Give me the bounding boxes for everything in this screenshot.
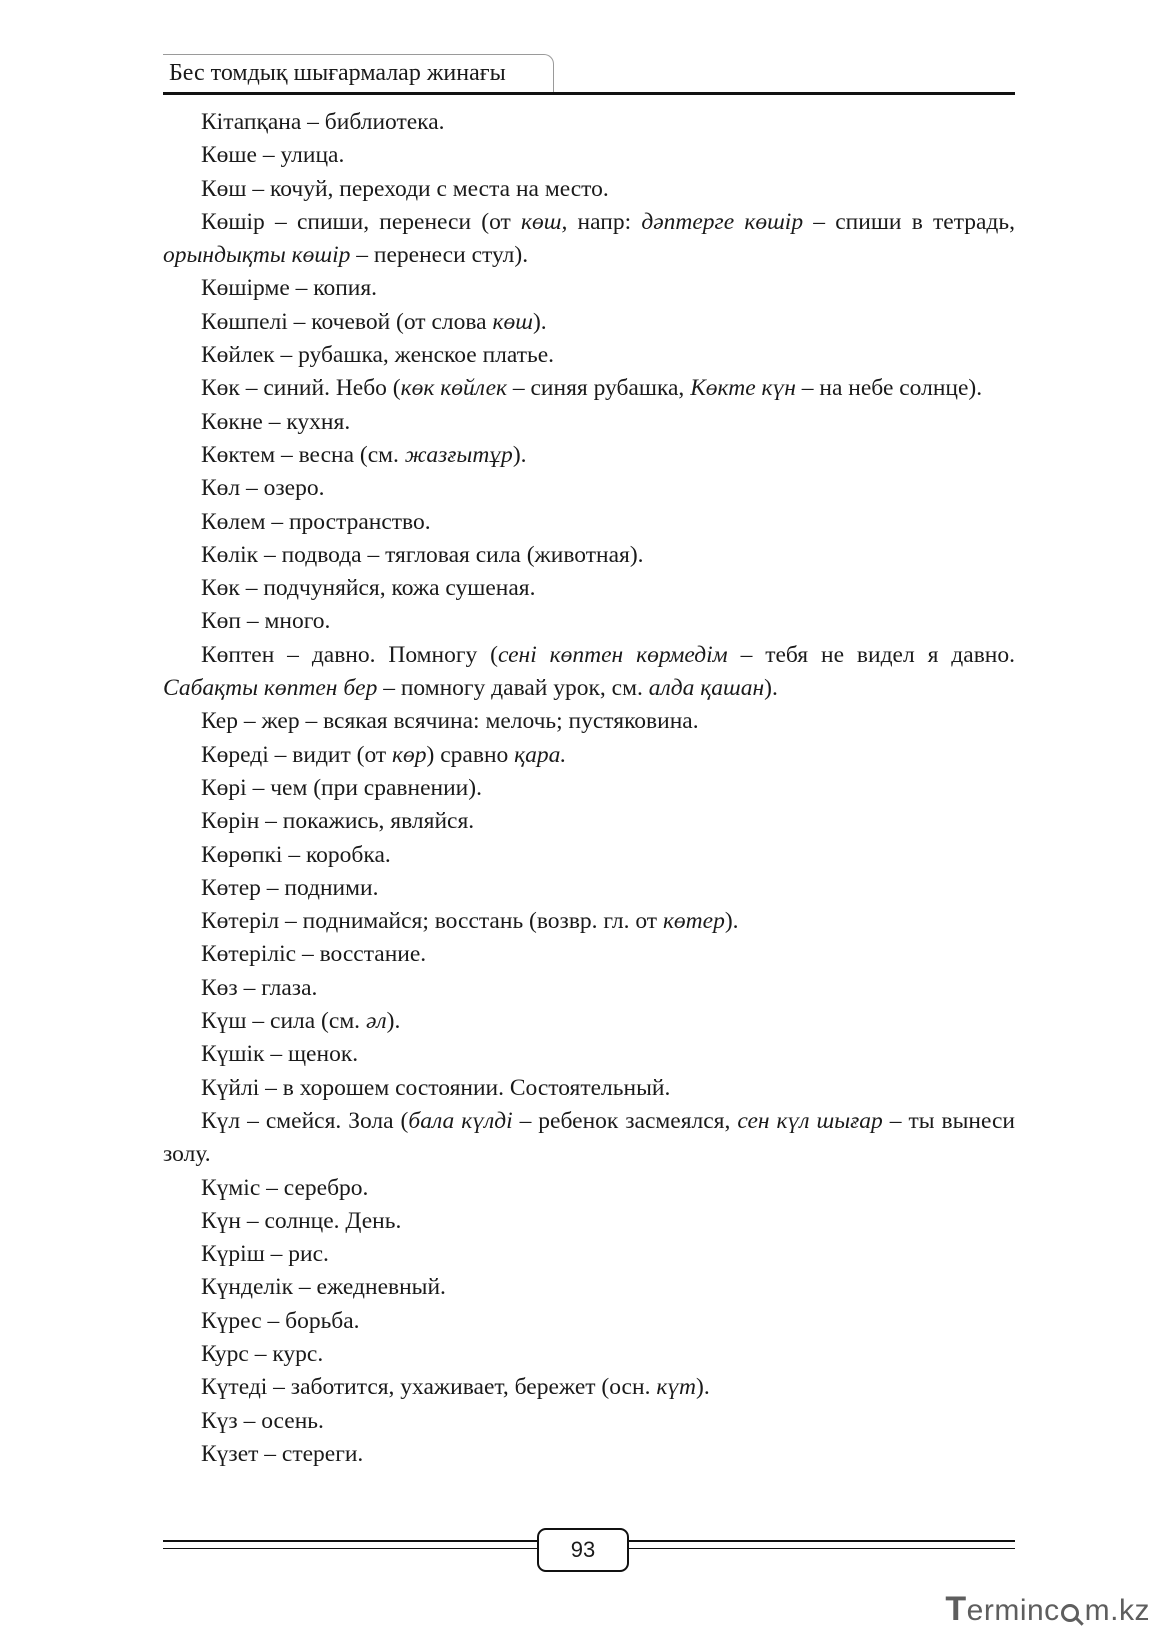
entry-text: Көктем – весна (см. [201, 441, 405, 468]
entry-text: Көтеріліс – восстание. [201, 941, 427, 968]
entry-text: ). [512, 441, 527, 468]
glossary-entry [163, 1305, 1015, 1338]
glossary-entry [163, 639, 1015, 706]
entry-text: напр: [567, 208, 642, 235]
header-rule [163, 92, 1015, 95]
footer-rule-right-thin [629, 1548, 1015, 1549]
kazakh-example: сен күл шығар [737, 1107, 883, 1134]
glossary-list [163, 106, 1015, 1471]
kazakh-example: әл [365, 1008, 387, 1035]
glossary-entry [163, 905, 1015, 938]
entry-text: Курс – курс. [201, 1340, 324, 1367]
glossary-entry [163, 439, 1015, 472]
glossary-entry [163, 206, 1015, 273]
entry-text: Көрөпкі – коробка. [201, 841, 391, 868]
entry-text: – тебя не видел я давно. [727, 641, 1015, 668]
glossary-entry [163, 406, 1015, 439]
entry-text: Көше – улица. [201, 142, 345, 169]
entry-text: ). [696, 1374, 710, 1401]
entry-text: Күйлі – в хорошем состоянии. Состоятельный. [201, 1074, 671, 1101]
glossary-entry [163, 605, 1015, 638]
entry-text: – спиши в тетрадь, [803, 208, 1015, 235]
glossary-entry [163, 106, 1015, 139]
entry-text: Күл – смейся. Зола ( [201, 1107, 409, 1134]
entry-text: Күз – осень. [201, 1407, 324, 1434]
glossary-entry [163, 1438, 1015, 1471]
entry-text: Көшір – спиши, перенеси (от [201, 208, 521, 235]
entry-text: Көк – подчуняйся, кожа сушеная. [201, 575, 536, 602]
page-number: 93 [537, 1528, 629, 1572]
glossary-entry [163, 938, 1015, 971]
glossary-entry [163, 972, 1015, 1005]
entry-text: – на небе солнце). [795, 375, 983, 402]
entry-text: – ребенок засмеялся, [512, 1107, 738, 1134]
entry-text: Көкне – кухня. [201, 408, 351, 435]
glossary-entry [163, 1371, 1015, 1404]
glossary-entry [163, 572, 1015, 605]
glossary-entry [163, 372, 1015, 405]
entry-text: Көш – кочуй, переходи с места на место. [201, 175, 609, 202]
glossary-entry [163, 1271, 1015, 1304]
glossary-entry [163, 1038, 1015, 1071]
glossary-entry [163, 272, 1015, 305]
entry-text: Күміс – серебро. [201, 1174, 369, 1201]
book-title: Бес томдық шығармалар жинағы [169, 60, 506, 86]
entry-text: Күнделік – ежедневный. [201, 1274, 446, 1301]
kazakh-example: көш [492, 308, 533, 335]
site-watermark [945, 1590, 1150, 1629]
glossary-entry [163, 839, 1015, 872]
watermark-end: m.kz [1084, 1594, 1150, 1627]
entry-text: – помногу давай урок, см. [377, 675, 649, 702]
kazakh-example: дәптерге көшір [641, 208, 804, 235]
watermark-mid: erminc [966, 1594, 1060, 1627]
glossary-entry [163, 306, 1015, 339]
entry-text: Күш – сила (см. [201, 1008, 366, 1035]
glossary-entry [163, 772, 1015, 805]
kazakh-example: қара. [514, 741, 567, 768]
glossary-entry [163, 705, 1015, 738]
kazakh-example: орындықты көшір [163, 242, 351, 269]
entry-text: – ты вынеси золу. [163, 1107, 1015, 1168]
kazakh-example: Сабақты көптен бер [163, 675, 378, 702]
entry-text: Күтеді – заботится, ухаживает, бережет (осн. [201, 1374, 657, 1401]
glossary-entry [163, 1005, 1015, 1038]
entry-text: – синяя рубашка, [507, 375, 691, 402]
entry-text: Күшік – щенок. [201, 1041, 359, 1068]
watermark-initial: T [945, 1590, 967, 1628]
entry-text: Кер – жер – всякая всячина: мелочь; пустяковина. [201, 708, 699, 735]
entry-text: Көшірме – копия. [201, 275, 378, 302]
footer-rule-left [163, 1540, 537, 1542]
entry-text: Көрін – покажись, являйся. [201, 808, 475, 835]
entry-text: ). [724, 908, 739, 935]
entry-text: Күн – солнце. День. [201, 1207, 402, 1234]
glossary-entry [163, 1105, 1015, 1172]
entry-text: Көреді – видит (от [201, 741, 393, 768]
magnifier-icon [1061, 1604, 1079, 1622]
entry-text: Кітапқана – библиотека. [201, 109, 445, 135]
entry-text: Көп – много. [201, 608, 331, 635]
entry-text: Күзет – стереги. [201, 1440, 364, 1467]
kazakh-example: Көкте күн [690, 375, 796, 402]
entry-text: ). [386, 1008, 401, 1035]
kazakh-example: көк көйлек [400, 375, 507, 402]
entry-text: Күрес – борьба. [201, 1307, 360, 1334]
glossary-entry [163, 472, 1015, 505]
footer-rule-left-thin [163, 1548, 537, 1549]
entry-text: Көтеріл – поднимайся; восстань (возвр. гл. от [201, 908, 663, 935]
entry-text: Көрі – чем (при сравнении). [201, 774, 482, 801]
entry-text: ). [764, 675, 778, 702]
entry-text: Көл – озеро. [201, 475, 325, 502]
glossary-entry [163, 506, 1015, 539]
glossary-entry [163, 339, 1015, 372]
glossary-entry [163, 1205, 1015, 1238]
page-footer [163, 1528, 1015, 1578]
entry-text: Көлік – подвода – тягловая сила (животная). [201, 541, 644, 568]
entry-text: ). [532, 308, 547, 335]
kazakh-example: көр [392, 741, 427, 768]
entry-text: ) сравно [426, 741, 515, 768]
entry-text: Көк – синий. Небо ( [201, 375, 401, 402]
entry-text: Көтер – подними. [201, 874, 379, 901]
entry-text: Күріш – рис. [201, 1241, 329, 1268]
kazakh-example: алда қашан [648, 675, 765, 702]
entry-text: – перенеси стул). [350, 242, 529, 269]
kazakh-example: сені көптен көрмедім [498, 641, 728, 668]
kazakh-example: көш, [521, 208, 568, 235]
glossary-entry [163, 173, 1015, 206]
glossary-entry [163, 1172, 1015, 1205]
glossary-entry [163, 1072, 1015, 1105]
kazakh-example: көтер [662, 908, 725, 935]
glossary-entry [163, 1238, 1015, 1271]
glossary-entry [163, 872, 1015, 905]
entry-text: Көйлек – рубашка, женское платье. [201, 342, 555, 369]
running-header [163, 50, 1015, 96]
footer-rule-right [629, 1540, 1015, 1542]
kazakh-example: жазғытұр [404, 441, 513, 468]
entry-text: Көз – глаза. [201, 974, 318, 1001]
glossary-entry [163, 739, 1015, 772]
entry-text: Көлем – пространство. [201, 508, 431, 535]
kazakh-example: бала күлді [408, 1107, 513, 1134]
glossary-entry [163, 139, 1015, 172]
glossary-entry [163, 539, 1015, 572]
entry-text: Көшпелі – кочевой (от слова [201, 308, 493, 335]
glossary-entry [163, 805, 1015, 838]
entry-text: Көптен – давно. Помногу ( [201, 641, 498, 668]
glossary-entry [163, 1338, 1015, 1371]
kazakh-example: күт [656, 1374, 697, 1401]
glossary-entry [163, 1405, 1015, 1438]
